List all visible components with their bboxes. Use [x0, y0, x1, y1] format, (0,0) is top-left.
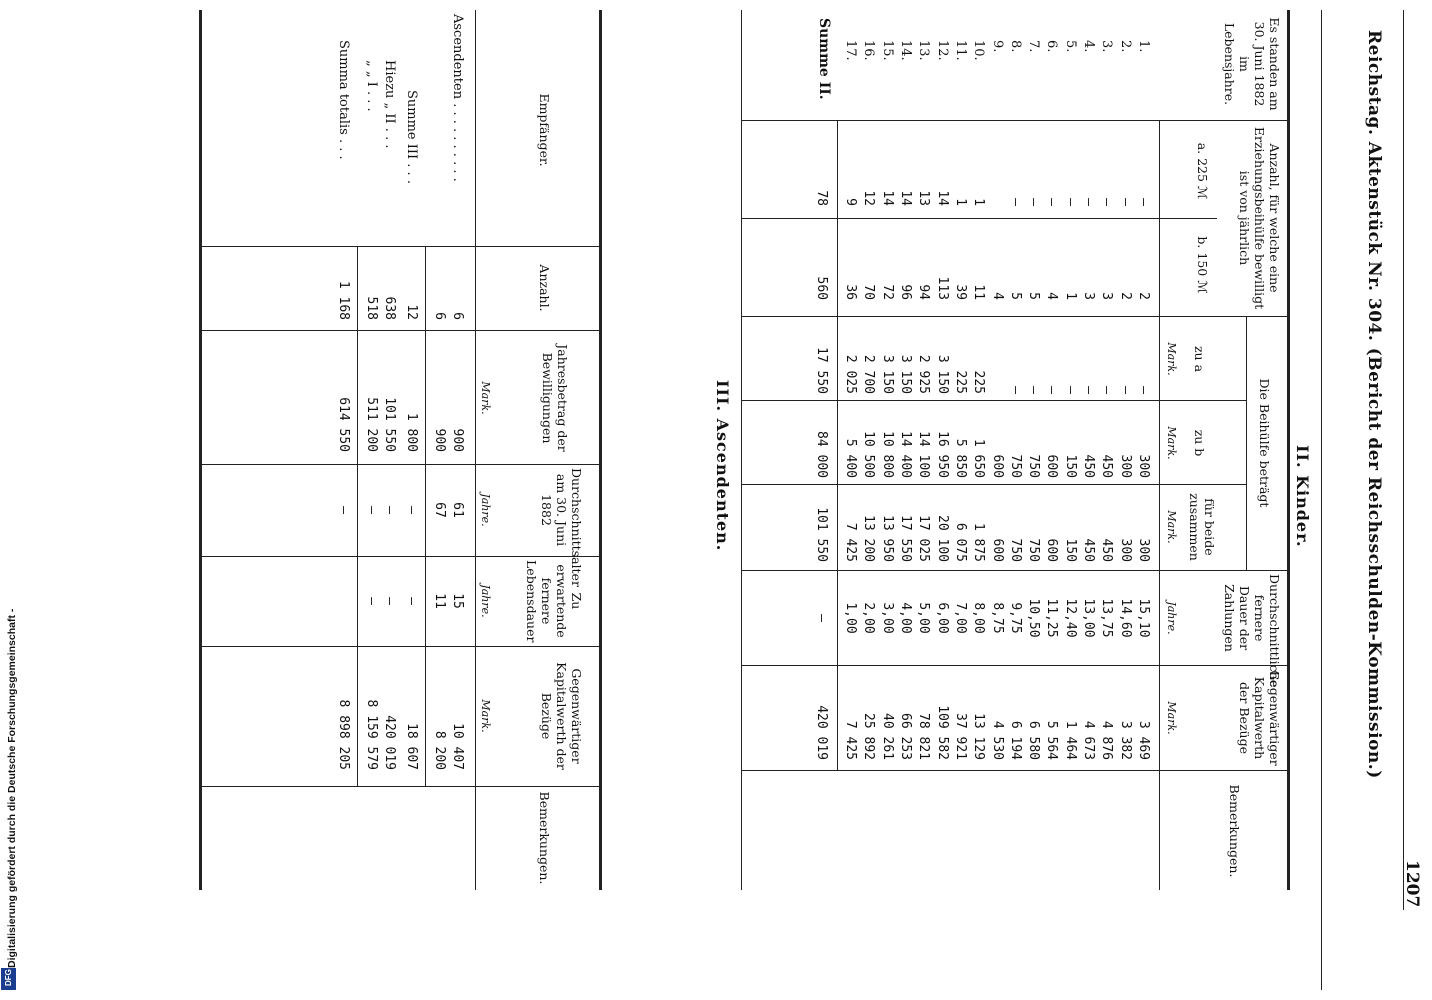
kinder-cell-sum: 450	[1081, 538, 1097, 562]
kinder-total-a: 78	[814, 190, 829, 206]
kinder-cell-age: 17.	[843, 40, 859, 61]
kinder-cell-b: 72	[879, 284, 895, 300]
kinder-cell-b: 94	[916, 284, 932, 300]
kinder-cell-b: 5	[1026, 292, 1042, 300]
kinder-cell-dauer: 10,50	[1026, 598, 1042, 638]
asc-hiezu1-kap: 8 159 579	[364, 699, 379, 770]
asc-row1-kap: 10 407	[450, 723, 465, 770]
kinder-cell-za: —	[1081, 386, 1097, 394]
asc-unit-betrag: Mark.	[479, 381, 492, 415]
kinder-cell-kap: 4 876	[1099, 720, 1115, 760]
kinder-cell-b: 36	[843, 284, 859, 300]
kinder-cell-a: 14	[934, 190, 950, 206]
asc-row2-leb: 11	[432, 593, 447, 609]
kinder-cell-age: 15.	[879, 40, 895, 61]
asc-head-anzahl: Anzahl.	[537, 264, 552, 312]
asc-col-sep-4	[202, 556, 602, 557]
asc-totalis-kap: 8 898 205	[336, 699, 351, 770]
kinder-cell-sum: 750	[1026, 538, 1042, 562]
asc-sum3-kap: 18 607	[404, 723, 419, 770]
asc-row2-kap: 8 200	[432, 730, 447, 770]
kinder-cell-kap: 25 892	[861, 713, 877, 760]
kinder-cell-b: 70	[861, 284, 877, 300]
kinder-cell-a: —	[1007, 198, 1023, 206]
kinder-cell-a: —	[1117, 198, 1133, 206]
kinder-col-sep-za	[742, 400, 1247, 401]
kinder-cell-a: 1	[971, 198, 987, 206]
kinder-cell-za: 225	[971, 370, 987, 394]
kinder-cell-age: 6.	[1044, 40, 1060, 53]
asc-row2-alter: 67	[432, 502, 447, 518]
kinder-cell-a: 12	[861, 190, 877, 206]
kinder-cell-dauer: 8,75	[989, 602, 1005, 634]
asc-bottom-rule	[199, 10, 202, 890]
asc-hiezu1-leb: —	[364, 597, 379, 605]
kinder-cell-za: —	[1062, 386, 1078, 394]
kinder-cell-zb: 300	[1136, 454, 1151, 478]
asc-hiezu2-kap: 420 019	[382, 715, 397, 770]
asc-sum3-leb: —	[404, 597, 419, 605]
kinder-cell-kap: 5 564	[1044, 720, 1060, 760]
section-title-kinder: II. Kinder.	[1293, 445, 1312, 548]
kinder-cell-dauer: 7,00	[953, 602, 968, 634]
kinder-cell-a: 14	[879, 190, 895, 206]
asc-hiezu2-label: Hiezu „ II . . .	[382, 60, 397, 149]
kinder-head-count-a: a. 225 ℳ	[1195, 142, 1210, 200]
kinder-cell-sum: 20 100	[934, 515, 950, 562]
kinder-cell-zb: 150	[1062, 454, 1078, 478]
kinder-cell-zb: 600	[989, 454, 1005, 478]
kinder-head-bottom-rule	[1159, 120, 1160, 890]
kinder-cell-a: —	[1136, 198, 1151, 206]
asc-row1-alter: 61	[450, 502, 465, 518]
kinder-cell-b: 39	[953, 284, 968, 300]
asc-top-rule	[599, 10, 602, 890]
kinder-cell-dauer: 5,00	[916, 602, 932, 634]
kinder-cell-age: 16.	[861, 40, 877, 61]
asc-totalis-alter: —	[336, 506, 351, 514]
asc-hiezu1-label: „ „ I . . .	[364, 60, 379, 112]
kinder-cell-age: 4.	[1081, 40, 1097, 53]
kinder-cell-age: 8.	[1007, 40, 1023, 53]
kinder-cell-b: 96	[898, 284, 914, 300]
kinder-total-za: 17 550	[814, 347, 829, 394]
kinder-unit-dauer: Jahre.	[1165, 601, 1178, 635]
kinder-head-kapital: Gegenwärtiger Kapitalwerth der Bezüge	[1237, 670, 1282, 766]
kinder-total-rule	[837, 120, 838, 770]
asc-totalis-rule	[357, 246, 358, 786]
kinder-cell-a: —	[1026, 198, 1042, 206]
kinder-cell-sum: 1 875	[971, 522, 987, 562]
kinder-cell-b: 2	[1136, 292, 1151, 300]
kinder-col-sep-1	[742, 120, 1290, 121]
asc-totalis-label: Summa totalis . . .	[336, 40, 351, 160]
asc-head-bottom-rule	[475, 10, 476, 890]
kinder-cell-a: —	[1099, 198, 1115, 206]
kinder-cell-za: 3 150	[879, 354, 895, 394]
kinder-cell-za: —	[1007, 386, 1023, 394]
kinder-cell-zb: 5 850	[953, 438, 968, 478]
header-rule	[1403, 10, 1404, 910]
kinder-head-dauer: Durchschnittliche fernere Dauer der Zahlungen	[1222, 574, 1282, 688]
kinder-cell-dauer: 13,00	[1081, 598, 1097, 638]
kinder-cell-zb: 5 400	[843, 438, 859, 478]
kinder-cell-sum: 13 200	[861, 515, 877, 562]
kinder-cell-dauer: 11,25	[1044, 598, 1060, 638]
kinder-cell-age: 1.	[1136, 40, 1151, 53]
kinder-top-rule	[1287, 10, 1290, 890]
asc-hiezu2-alter: —	[382, 506, 397, 514]
asc-head-betrag: Jahresbetrag der Bewilligungen	[540, 344, 570, 452]
kinder-cell-kap: 4 673	[1081, 720, 1097, 760]
asc-sum3-alter: —	[404, 506, 419, 514]
kinder-head-count-b: b. 150 ℳ	[1195, 236, 1210, 294]
kinder-head-count: Anzahl, für welche eine Erziehungsbeihülfe bewilligt ist von jährlich	[1237, 126, 1282, 310]
kinder-cell-dauer: 2,00	[861, 602, 877, 634]
asc-sum3-anz: 12	[404, 304, 419, 320]
kinder-cell-b: 1	[1062, 292, 1078, 300]
asc-sum3-label: Summe III . . .	[404, 90, 419, 184]
kinder-cell-b: 5	[1007, 292, 1023, 300]
kinder-cell-zb: 300	[1117, 454, 1133, 478]
asc-row2-anz: 6	[432, 312, 447, 320]
kinder-cell-kap: 40 261	[879, 713, 895, 760]
asc-col-sep-5	[202, 646, 602, 647]
section-title-ascendenten: III. Ascendenten.	[713, 380, 732, 552]
asc-totalis-anz: 1 168	[336, 280, 351, 320]
kinder-cell-kap: 4 530	[989, 720, 1005, 760]
kinder-cell-dauer: 15,10	[1136, 598, 1151, 638]
asc-col-sep-2	[202, 330, 602, 331]
kinder-cell-za: —	[1117, 386, 1133, 394]
kinder-cell-sum: 6 075	[953, 522, 968, 562]
kinder-cell-a: —	[1062, 198, 1078, 206]
kinder-cell-dauer: 9,75	[1007, 602, 1023, 634]
kinder-cell-za: —	[1099, 386, 1115, 394]
kinder-cell-zb: 450	[1099, 454, 1115, 478]
kinder-cell-age: 11.	[953, 40, 968, 61]
kinder-unit-kapital: Mark.	[1165, 701, 1178, 735]
kinder-cell-za: —	[1044, 386, 1060, 394]
kinder-cell-dauer: 3,00	[879, 602, 895, 634]
kinder-cell-kap: 37 921	[953, 713, 968, 760]
kinder-cell-b: 3	[1081, 292, 1097, 300]
kinder-cell-sum: 600	[1044, 538, 1060, 562]
kinder-head-zu-b: zu b	[1192, 429, 1207, 457]
asc-hiezu1-anz: 518	[364, 296, 379, 320]
kinder-cell-sum: 13 950	[879, 515, 895, 562]
kinder-cell-b: 11	[971, 284, 987, 300]
kinder-bottom-rule	[741, 10, 742, 890]
kinder-cell-b: 3	[1099, 292, 1115, 300]
kinder-cell-za: 225	[953, 370, 968, 394]
kinder-cell-b: 4	[989, 292, 1005, 300]
kinder-cell-kap: 13 129	[971, 713, 987, 760]
asc-head-lebens: Zu erwartende fernere Lebensdauer	[524, 560, 584, 643]
kinder-cell-zb: 14 400	[898, 431, 914, 478]
kinder-cell-zb: 14 100	[916, 431, 932, 478]
kinder-cell-kap: 3 382	[1117, 720, 1133, 760]
kinder-cell-za: —	[1026, 386, 1042, 394]
kinder-cell-zb: 750	[1007, 454, 1023, 478]
kinder-cell-sum: 150	[1062, 538, 1078, 562]
kinder-cell-b: 113	[934, 276, 950, 300]
kinder-cell-age: 10.	[971, 40, 987, 61]
kinder-cell-dauer: 13,75	[1099, 598, 1115, 638]
asc-hiezu2-anz: 638	[382, 296, 397, 320]
asc-head-alter: Durchschnittsalter am 30. Juni 1882	[539, 468, 584, 587]
asc-unit-kapital: Mark.	[479, 699, 492, 733]
asc-unit-alter: Jahre.	[479, 493, 492, 527]
kinder-total-b: 560	[814, 276, 829, 300]
kinder-total-sum: 101 550	[814, 507, 829, 562]
kinder-cell-sum: 300	[1117, 538, 1133, 562]
kinder-cell-zb: 10 500	[861, 431, 877, 478]
kinder-cell-zb: 600	[1044, 454, 1060, 478]
kinder-cell-zb: 16 950	[934, 431, 950, 478]
kinder-cell-sum: 17 550	[898, 515, 914, 562]
kinder-cell-zb: 750	[1026, 454, 1042, 478]
kinder-cell-kap: 6 580	[1026, 720, 1042, 760]
asc-sum3-rule	[425, 246, 426, 786]
kinder-beihuelfe-rule	[1246, 316, 1247, 570]
kinder-col-sep-2	[742, 316, 1290, 317]
footer-text: Digitalisierung gefördert durch die Deutsche Forschungsgemeinschaft -	[6, 608, 18, 968]
kinder-cell-kap: 78 821	[916, 713, 932, 760]
kinder-cell-kap: 66 253	[898, 713, 914, 760]
asc-col-sep-6	[202, 786, 602, 787]
kinder-cell-kap: 3 469	[1136, 720, 1151, 760]
kinder-total-kapital: 420 019	[814, 705, 829, 760]
kinder-cell-age: 5.	[1062, 40, 1078, 53]
page-number: 1207	[1402, 860, 1422, 908]
kinder-cell-za: 2 925	[916, 354, 932, 394]
asc-row1-betrag: 900	[450, 428, 465, 452]
kinder-cell-za: 2 025	[843, 354, 859, 394]
kinder-col-sep-5	[742, 770, 1290, 771]
asc-unit-lebens: Jahre.	[479, 584, 492, 618]
kinder-cell-sum: 450	[1099, 538, 1115, 562]
dfg-logo-text: DFG	[4, 969, 13, 986]
kinder-unit-za: Mark.	[1165, 342, 1178, 376]
asc-col-sep-3	[202, 464, 602, 465]
kinder-cell-a: 9	[843, 198, 859, 206]
kinder-cell-dauer: 14,60	[1117, 598, 1133, 638]
kinder-head-zu-a: zu a	[1192, 345, 1207, 373]
asc-head-empf: Empfänger.	[537, 93, 552, 167]
kinder-cell-za: 3 150	[898, 354, 914, 394]
asc-hiezu2-leb: —	[382, 597, 397, 605]
kinder-cell-dauer: 12,40	[1062, 598, 1078, 638]
kinder-head-bemerk: Bemerkungen.	[1227, 784, 1242, 878]
kinder-cell-dauer: 4,00	[898, 602, 914, 634]
kinder-cell-kap: 1 464	[1062, 720, 1078, 760]
kinder-cell-age: 3.	[1099, 40, 1115, 53]
kinder-cell-kap: 7 425	[843, 720, 859, 760]
asc-head-bemerk: Bemerkungen.	[537, 791, 552, 885]
asc-hiezu1-betrag: 511 200	[364, 397, 379, 452]
kinder-cell-kap: 6 194	[1007, 720, 1023, 760]
kinder-cell-a: 1	[953, 198, 968, 206]
kinder-cell-za: —	[1136, 386, 1151, 394]
kinder-cell-zb: 1 650	[971, 438, 987, 478]
kinder-cell-a: 14	[898, 190, 914, 206]
kinder-unit-zb: Mark.	[1165, 426, 1178, 460]
kinder-cell-b: 4	[1044, 292, 1060, 300]
kinder-cell-zb: 450	[1081, 454, 1097, 478]
asc-col-sep-1	[202, 246, 602, 247]
kinder-cell-age: 13.	[916, 40, 932, 61]
kinder-cell-age: 2.	[1117, 40, 1133, 53]
kinder-total-zb: 84 000	[814, 431, 829, 478]
asc-hiezu1-alter: —	[364, 506, 379, 514]
kinder-head-age: Es standen am 30. Juni 1882 im Lebensjahre.	[1222, 17, 1282, 111]
kinder-cell-za: 2 700	[861, 354, 877, 394]
asc-sum3-betrag: 1 800	[404, 412, 419, 452]
kinder-cell-b: 2	[1117, 292, 1133, 300]
asc-row2-betrag: 900	[432, 428, 447, 452]
kinder-cell-sum: 300	[1136, 538, 1151, 562]
asc-row1-label: Ascendenten . . . . . . . . . .	[450, 14, 465, 182]
header-bottom-rule	[1321, 10, 1322, 990]
kinder-col-sep-3	[742, 570, 1290, 571]
kinder-head-beide: für beide zusammen	[1187, 493, 1217, 561]
kinder-total-dauer: —	[814, 614, 829, 622]
page-header: Reichstag. Aktenstück Nr. 304. (Bericht der Reichsschulden-Kommission.)	[1364, 30, 1384, 779]
kinder-cell-sum: 750	[1007, 538, 1023, 562]
kinder-cell-za: 3 150	[934, 354, 950, 394]
kinder-cell-sum: 7 425	[843, 522, 859, 562]
kinder-cell-dauer: 6,00	[934, 602, 950, 634]
asc-totalis-betrag: 614 550	[336, 397, 351, 452]
asc-row1-anz: 6	[450, 312, 465, 320]
kinder-unit-beide: Mark.	[1165, 510, 1178, 544]
kinder-cell-age: 12.	[934, 40, 950, 61]
kinder-cell-dauer: 1,00	[843, 602, 859, 634]
kinder-total-label: Summe II.	[816, 18, 832, 100]
kinder-cell-zb: 10 800	[879, 431, 895, 478]
kinder-col-sep-ab	[742, 218, 1217, 219]
kinder-cell-age: 14.	[898, 40, 914, 61]
asc-row1-leb: 15	[450, 593, 465, 609]
asc-hiezu2-betrag: 101 550	[382, 397, 397, 452]
kinder-cell-sum: 600	[989, 538, 1005, 562]
kinder-cell-kap: 109 582	[934, 705, 950, 760]
kinder-col-sep-zb	[742, 484, 1247, 485]
asc-head-kapital: Gegenwärtiger Kapitalwerth der Bezüge	[539, 662, 584, 770]
kinder-cell-a: —	[1044, 198, 1060, 206]
kinder-cell-sum: 17 025	[916, 515, 932, 562]
kinder-cell-dauer: 8,00	[971, 602, 987, 634]
kinder-cell-a: —	[1081, 198, 1097, 206]
kinder-cell-age: 9.	[989, 40, 1005, 53]
kinder-col-sep-4	[742, 665, 1290, 666]
kinder-head-beihuelfe: Die Beihülfe beträgt	[1257, 378, 1272, 508]
kinder-cell-a: 13	[916, 190, 932, 206]
kinder-cell-age: 7.	[1026, 40, 1042, 53]
